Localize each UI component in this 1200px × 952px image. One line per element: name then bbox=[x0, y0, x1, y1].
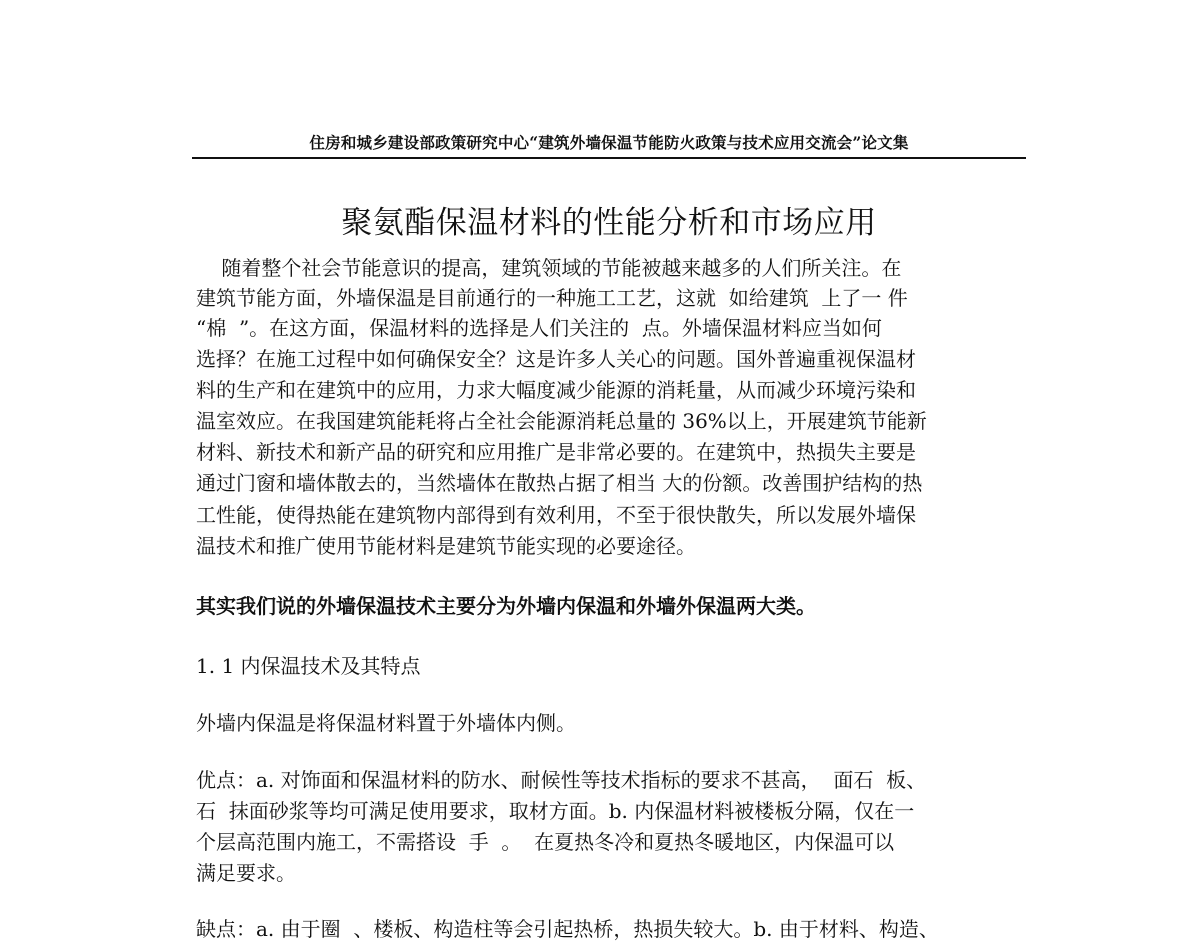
intro-line: 选择？在施工过程中如何确保安全？这是许多人关心的问题。国外普遍重视保温材 bbox=[196, 347, 916, 371]
definition-sentence: 外墙内保温是将保温材料置于外墙体内侧。 bbox=[196, 711, 576, 735]
intro-line: 料的生产和在建筑中的应用，力求大幅度减少能源的消耗量，从而减少环境污染和 bbox=[196, 378, 916, 402]
section-heading: 1. 1 内保温技术及其特点 bbox=[196, 654, 421, 678]
intro-line: “棉 ”。在这方面，保温材料的选择是人们关注的 点。外墙保温材料应当如何 bbox=[196, 316, 882, 340]
disadvantages-line: 缺点：a. 由于圈 、楼板、构造柱等会引起热桥，热损失较大。b. 由于材料、构造、 bbox=[196, 917, 939, 941]
intro-line: 随着整个社会节能意识的提高，建筑领域的节能被越来越多的人们所关注。在 bbox=[196, 256, 902, 280]
intro-line: 工性能，使得热能在建筑物内部得到有效利用，不至于很快散失，所以发展外墙保 bbox=[196, 503, 916, 527]
summary-sentence: 其实我们说的外墙保温技术主要分为外墙内保温和外墙外保温两大类。 bbox=[196, 594, 816, 618]
running-header: 住房和城乡建设部政策研究中心“建筑外墙保温节能防火政策与技术应用交流会”论文集 bbox=[309, 133, 909, 152]
advantages-line: 满足要求。 bbox=[196, 861, 296, 885]
intro-line: 建筑节能方面，外墙保温是目前通行的一种施工工艺，这就 如给建筑 上了一 件 bbox=[196, 286, 908, 310]
intro-line: 通过门窗和墙体散去的，当然墙体在散热占据了相当 大的份额。改善围护结构的热 bbox=[196, 471, 923, 495]
header-rule bbox=[192, 157, 1026, 159]
advantages-line: 优点：a. 对饰面和保温材料的防水、耐候性等技术指标的要求不甚高， 面石 板、 bbox=[196, 768, 927, 792]
advantages-line: 石 抹面砂浆等均可满足使用要求，取材方面。b. 内保温材料被楼板分隔，仅在一 bbox=[196, 799, 915, 823]
intro-line: 温技术和推广使用节能材料是建筑节能实现的必要途径。 bbox=[196, 534, 696, 558]
advantages-line: 个层高范围内施工，不需搭设 手 。 在夏热冬冷和夏热冬暖地区，内保温可以 bbox=[196, 830, 895, 854]
paper-title: 聚氨酯保温材料的性能分析和市场应用 bbox=[341, 205, 877, 241]
intro-line: 温室效应。在我国建筑能耗将占全社会能源消耗总量的 36%以上，开展建筑节能新 bbox=[196, 409, 927, 433]
intro-line: 材料、新技术和新产品的研究和应用推广是非常必要的。在建筑中，热损失主要是 bbox=[196, 440, 916, 464]
